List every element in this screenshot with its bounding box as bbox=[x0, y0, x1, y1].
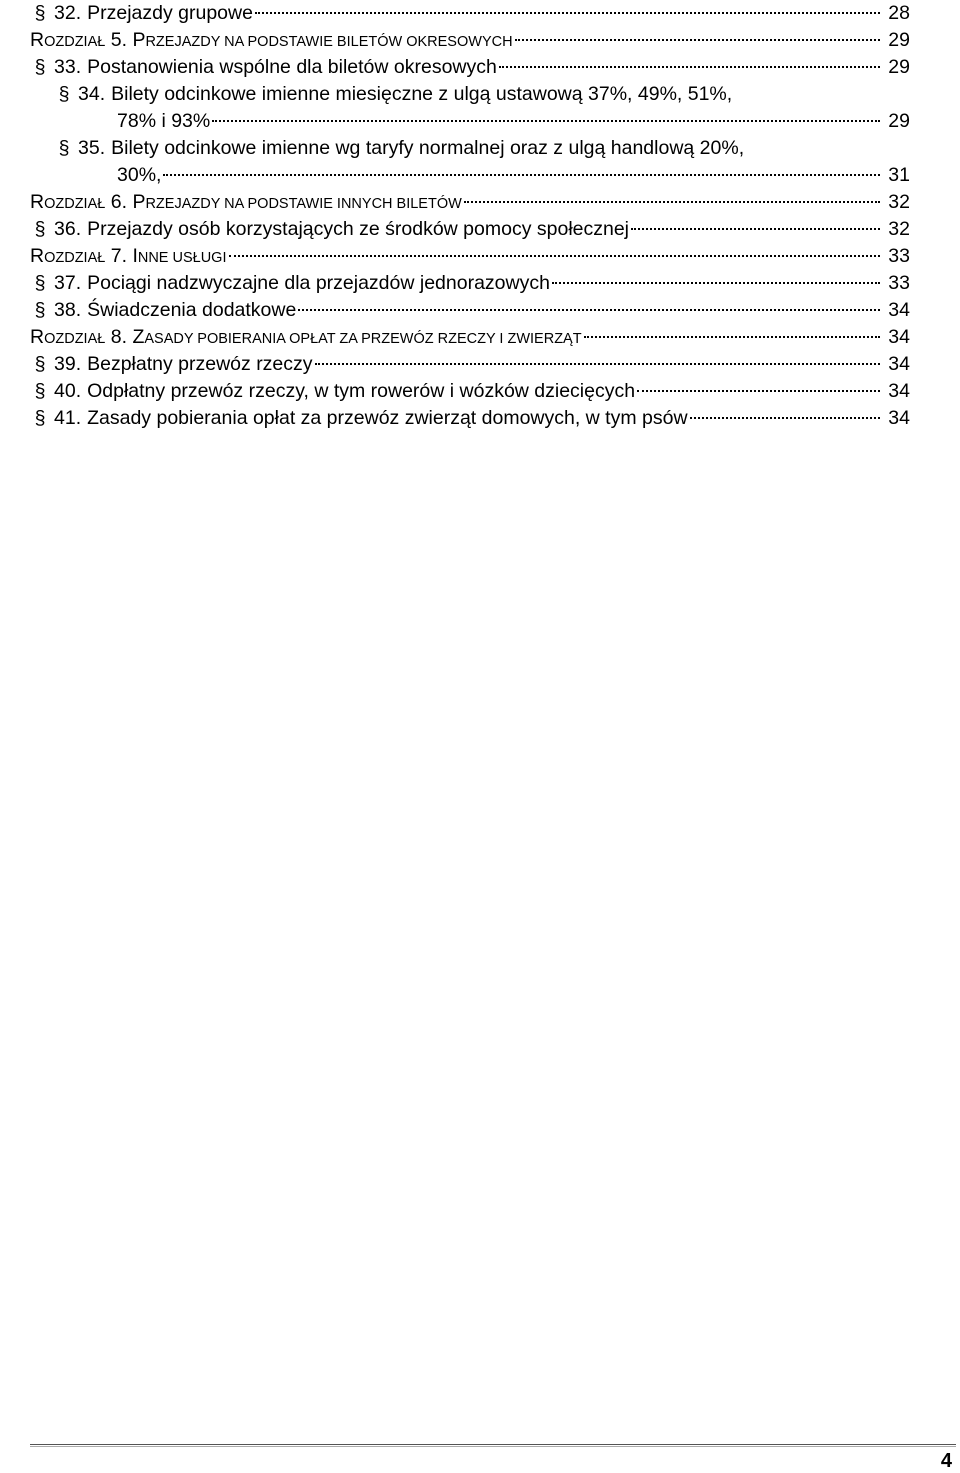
section-number: 32. bbox=[54, 2, 82, 24]
section-title: Przejazdy grupowe bbox=[87, 2, 253, 24]
section-number: 35. bbox=[78, 137, 106, 159]
toc-chapter-entry[interactable] bbox=[30, 243, 910, 270]
section-number: 39. bbox=[54, 353, 82, 375]
toc-section-entry[interactable] bbox=[30, 135, 910, 189]
chapter-title bbox=[30, 324, 582, 353]
dot-leader bbox=[690, 416, 880, 419]
toc-chapter-entry[interactable] bbox=[30, 27, 910, 54]
section-number: 33. bbox=[54, 56, 82, 78]
chapter-prefix: R bbox=[30, 326, 45, 348]
section-number: 36. bbox=[54, 218, 82, 240]
section-number: 40. bbox=[54, 380, 82, 402]
toc-section-entry[interactable] bbox=[30, 351, 910, 378]
section-title: Odpłatny przewóz rzeczy, w tym rowerów i wózków dziecięcych bbox=[87, 380, 636, 402]
chapter-prefix-small: OZDZIAŁ bbox=[44, 331, 106, 347]
footer-rule bbox=[30, 1444, 956, 1447]
page-ref: 34 bbox=[888, 407, 910, 429]
dot-leader bbox=[255, 11, 880, 14]
page-ref: 29 bbox=[888, 56, 910, 78]
toc-section-entry[interactable] bbox=[30, 297, 910, 324]
chapter-title-initial: I bbox=[132, 245, 138, 267]
dot-leader bbox=[212, 119, 880, 122]
section-title: Bilety odcinkowe imienne wg taryfy normalnej oraz z ulgą handlową 20%, bbox=[111, 137, 745, 159]
toc-section-entry[interactable] bbox=[30, 54, 910, 81]
page-ref: 32 bbox=[888, 191, 910, 213]
dot-leader bbox=[315, 362, 880, 365]
chapter-number: 6. bbox=[110, 191, 128, 213]
toc-section-entry[interactable] bbox=[30, 81, 910, 135]
dot-leader bbox=[499, 65, 880, 68]
section-symbol: § bbox=[34, 56, 46, 78]
toc-chapter-entry[interactable] bbox=[30, 324, 910, 351]
section-heading bbox=[54, 137, 744, 159]
dot-leader bbox=[464, 200, 880, 203]
page-ref: 34 bbox=[888, 326, 910, 348]
section-heading bbox=[54, 83, 732, 105]
section-title: Świadczenia dodatkowe bbox=[87, 299, 297, 321]
dot-leader bbox=[163, 173, 880, 176]
section-title: Pociągi nadzwyczajne dla przejazdów jednorazowych bbox=[87, 272, 550, 294]
section-line-first bbox=[30, 135, 910, 162]
chapter-title bbox=[30, 27, 513, 56]
dot-leader bbox=[584, 335, 880, 338]
section-title: Zasady pobierania opłat za przewóz zwierząt domowych, w tym psów bbox=[87, 407, 688, 429]
page-ref: 32 bbox=[888, 218, 910, 240]
section-symbol: § bbox=[34, 2, 46, 24]
chapter-number: 8. bbox=[110, 326, 128, 348]
chapter-title bbox=[30, 243, 227, 272]
page-ref: 29 bbox=[888, 110, 910, 132]
dot-leader bbox=[552, 281, 880, 284]
page-ref: 28 bbox=[888, 2, 910, 24]
table-of-contents bbox=[30, 0, 910, 432]
section-title: Bilety odcinkowe imienne miesięczne z ulgą ustawową 37%, 49%, 51%, bbox=[111, 83, 733, 105]
toc-section-entry[interactable] bbox=[30, 405, 910, 432]
chapter-number: 7. bbox=[110, 245, 128, 267]
page-ref: 33 bbox=[888, 272, 910, 294]
section-number: 41. bbox=[54, 407, 82, 429]
section-title-continuation: 30%, bbox=[117, 164, 162, 186]
section-symbol: § bbox=[58, 83, 70, 105]
chapter-prefix-small: OZDZIAŁ bbox=[44, 250, 106, 266]
section-title: Postanowienia wspólne dla biletów okresowych bbox=[87, 56, 497, 78]
chapter-title bbox=[30, 189, 462, 218]
toc-section-entry[interactable] bbox=[30, 216, 910, 243]
chapter-title-initial: P bbox=[132, 29, 146, 51]
chapter-title-small: RZEJAZDY NA PODSTAWIE INNYCH BILETÓW bbox=[145, 196, 462, 212]
dot-leader bbox=[229, 254, 881, 257]
chapter-prefix-small: OZDZIAŁ bbox=[44, 34, 106, 50]
chapter-prefix: R bbox=[30, 29, 45, 51]
toc-chapter-entry[interactable] bbox=[30, 189, 910, 216]
section-symbol: § bbox=[34, 272, 46, 294]
page-number: 4 bbox=[940, 1450, 952, 1472]
chapter-title-small: RZEJAZDY NA PODSTAWIE BILETÓW OKRESOWYCH bbox=[145, 34, 513, 50]
dot-leader bbox=[298, 308, 880, 311]
page-ref: 33 bbox=[888, 245, 910, 267]
section-number: 38. bbox=[54, 299, 82, 321]
page-ref: 34 bbox=[888, 380, 910, 402]
page-ref: 34 bbox=[888, 353, 910, 375]
chapter-title-small: NNE USŁUGI bbox=[137, 250, 227, 266]
section-symbol: § bbox=[34, 299, 46, 321]
toc-section-entry[interactable] bbox=[30, 0, 910, 27]
section-symbol: § bbox=[58, 137, 70, 159]
section-title-continuation: 78% i 93% bbox=[117, 110, 211, 132]
toc-section-entry[interactable] bbox=[30, 378, 910, 405]
chapter-prefix: R bbox=[30, 191, 45, 213]
section-line-continuation bbox=[30, 108, 910, 135]
page-ref: 34 bbox=[888, 299, 910, 321]
dot-leader bbox=[515, 38, 880, 41]
dot-leader bbox=[637, 389, 880, 392]
section-symbol: § bbox=[34, 407, 46, 429]
section-title: Bezpłatny przewóz rzeczy bbox=[87, 353, 313, 375]
section-number: 34. bbox=[78, 83, 106, 105]
section-line-continuation bbox=[30, 162, 910, 189]
toc-section-entry[interactable] bbox=[30, 270, 910, 297]
dot-leader bbox=[631, 227, 880, 230]
section-line-first bbox=[30, 81, 910, 108]
chapter-title-initial: P bbox=[132, 191, 146, 213]
page-ref: 29 bbox=[888, 29, 910, 51]
chapter-number: 5. bbox=[110, 29, 128, 51]
section-symbol: § bbox=[34, 218, 46, 240]
section-title: Przejazdy osób korzystających ze środków pomocy społecznej bbox=[87, 218, 630, 240]
section-symbol: § bbox=[34, 380, 46, 402]
chapter-prefix-small: OZDZIAŁ bbox=[44, 196, 106, 212]
section-symbol: § bbox=[34, 353, 46, 375]
page-ref: 31 bbox=[888, 164, 910, 186]
section-number: 37. bbox=[54, 272, 82, 294]
chapter-prefix: R bbox=[30, 245, 45, 267]
chapter-title-initial: Z bbox=[132, 326, 145, 348]
chapter-title-small: ASADY POBIERANIA OPŁAT ZA PRZEWÓZ RZECZY I ZWIERZĄT bbox=[144, 331, 582, 347]
